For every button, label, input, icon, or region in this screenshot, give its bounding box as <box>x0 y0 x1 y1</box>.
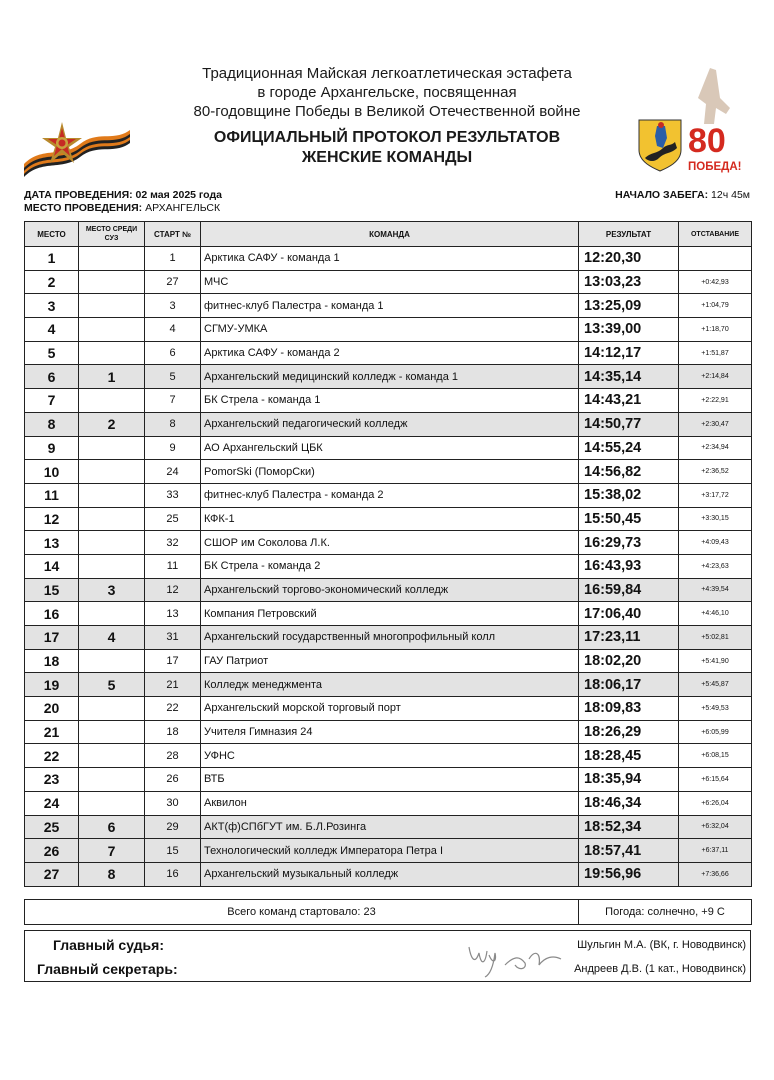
result-row <box>25 554 752 578</box>
row-start-number: 1 <box>145 247 201 271</box>
logo-pobeda-text: ПОБЕДА! <box>688 161 742 173</box>
result-row <box>25 412 752 436</box>
row-result: 14:56,82 <box>579 460 679 484</box>
row-result: 18:57,41 <box>579 839 679 863</box>
place-label: МЕСТО ПРОВЕДЕНИЯ: <box>24 202 143 214</box>
row-place: 23 <box>25 768 79 792</box>
result-row <box>25 507 752 531</box>
row-team: Архангельский торгово-экономический колледж <box>201 578 579 602</box>
row-start-number: 12 <box>145 578 201 602</box>
row-suz-place <box>79 483 145 507</box>
logo-80-number: 80 <box>688 122 726 160</box>
race-start-time <box>615 189 750 202</box>
chief-secretary-name: Андреев Д.В. (1 кат., Новодвинск) <box>574 963 746 975</box>
row-suz-place <box>79 602 145 626</box>
row-suz-place: 4 <box>79 626 145 650</box>
row-suz-place <box>79 507 145 531</box>
row-start-number: 27 <box>145 270 201 294</box>
result-row <box>25 626 752 650</box>
result-row <box>25 744 752 768</box>
result-row <box>25 649 752 673</box>
row-gap: +6:05,99 <box>679 720 752 744</box>
result-row <box>25 318 752 342</box>
row-suz-place: 3 <box>79 578 145 602</box>
row-suz-place <box>79 436 145 460</box>
row-place: 7 <box>25 389 79 413</box>
row-team: БК Стрела - команда 1 <box>201 389 579 413</box>
row-place: 14 <box>25 554 79 578</box>
results-header-row <box>25 222 752 247</box>
event-title-block <box>150 64 624 168</box>
row-suz-place <box>79 768 145 792</box>
row-gap: +5:41,90 <box>679 649 752 673</box>
row-start-number: 25 <box>145 507 201 531</box>
col-suz-place <box>79 222 145 247</box>
row-start-number: 26 <box>145 768 201 792</box>
victory-80-logo <box>686 68 748 176</box>
event-meta <box>24 189 750 215</box>
row-suz-place: 7 <box>79 839 145 863</box>
event-title-line-3: 80-годовщине Победы в Великой Отечественной войне <box>193 103 581 120</box>
row-gap: +7:36,66 <box>679 862 752 886</box>
row-place: 13 <box>25 531 79 555</box>
row-place: 3 <box>25 294 79 318</box>
row-result: 18:28,45 <box>579 744 679 768</box>
row-place: 2 <box>25 270 79 294</box>
row-start-number: 7 <box>145 389 201 413</box>
date-value: 02 мая 2025 года <box>135 189 222 201</box>
row-place: 27 <box>25 862 79 886</box>
row-team: Учителя Гимназия 24 <box>201 720 579 744</box>
start-time-label: НАЧАЛО ЗАБЕГА: <box>615 189 709 201</box>
row-start-number: 11 <box>145 554 201 578</box>
row-result: 14:50,77 <box>579 412 679 436</box>
row-gap: +4:09,43 <box>679 531 752 555</box>
date-label: ДАТА ПРОВЕДЕНИЯ: <box>24 189 133 201</box>
row-gap: +2:34,94 <box>679 436 752 460</box>
row-suz-place <box>79 318 145 342</box>
row-team: Аквилон <box>201 791 579 815</box>
row-place: 12 <box>25 507 79 531</box>
row-suz-place <box>79 649 145 673</box>
row-team: Архангельский педагогический колледж <box>201 412 579 436</box>
row-suz-place: 5 <box>79 673 145 697</box>
chief-judge-label: Главный судья: <box>53 937 164 953</box>
row-gap: +6:26,04 <box>679 791 752 815</box>
row-suz-place: 6 <box>79 815 145 839</box>
result-row <box>25 365 752 389</box>
judge-signature <box>465 935 585 979</box>
row-gap: +3:30,15 <box>679 507 752 531</box>
result-row <box>25 673 752 697</box>
row-start-number: 28 <box>145 744 201 768</box>
row-team: КФК-1 <box>201 507 579 531</box>
row-place: 22 <box>25 744 79 768</box>
row-result: 14:12,17 <box>579 341 679 365</box>
row-place: 1 <box>25 247 79 271</box>
row-place: 25 <box>25 815 79 839</box>
row-gap: +6:15,64 <box>679 768 752 792</box>
place-value: АРХАНГЕЛЬСК <box>145 202 221 214</box>
row-team: СШОР им Соколова Л.К. <box>201 531 579 555</box>
result-row <box>25 436 752 460</box>
row-result: 14:55,24 <box>579 436 679 460</box>
row-suz-place: 8 <box>79 862 145 886</box>
row-result: 18:02,20 <box>579 649 679 673</box>
row-team: МЧС <box>201 270 579 294</box>
row-result: 13:25,09 <box>579 294 679 318</box>
row-start-number: 5 <box>145 365 201 389</box>
row-suz-place <box>79 744 145 768</box>
result-row <box>25 247 752 271</box>
row-start-number: 3 <box>145 294 201 318</box>
row-result: 18:06,17 <box>579 673 679 697</box>
row-result: 13:03,23 <box>579 270 679 294</box>
result-row <box>25 839 752 863</box>
row-suz-place: 1 <box>79 365 145 389</box>
result-row <box>25 294 752 318</box>
row-team: ГАУ Патриот <box>201 649 579 673</box>
row-gap: +5:45,87 <box>679 673 752 697</box>
row-team: Архангельский музыкальный колледж <box>201 862 579 886</box>
row-gap: +3:17,72 <box>679 483 752 507</box>
result-row <box>25 389 752 413</box>
row-team: PomorSki (ПоморСки) <box>201 460 579 484</box>
chief-secretary-label: Главный секретарь: <box>37 961 178 977</box>
victory-order-ribbon-logo <box>22 116 132 186</box>
start-time-value: 12ч 45м <box>711 189 750 201</box>
row-place: 17 <box>25 626 79 650</box>
row-gap: +2:22,91 <box>679 389 752 413</box>
row-start-number: 18 <box>145 720 201 744</box>
row-gap: +2:14,84 <box>679 365 752 389</box>
row-team: Архангельский морской торговый порт <box>201 697 579 721</box>
row-result: 19:56,96 <box>579 862 679 886</box>
row-gap: +5:49,53 <box>679 697 752 721</box>
row-gap: +6:32,04 <box>679 815 752 839</box>
protocol-title: ОФИЦИАЛЬНЫЙ ПРОТОКОЛ РЕЗУЛЬТАТОВ <box>213 129 561 146</box>
row-result: 18:26,29 <box>579 720 679 744</box>
result-row <box>25 460 752 484</box>
results-body <box>25 247 752 887</box>
row-start-number: 13 <box>145 602 201 626</box>
result-row <box>25 815 752 839</box>
row-place: 16 <box>25 602 79 626</box>
row-team: Технологический колледж Императора Петра I <box>201 839 579 863</box>
row-gap: +5:02,81 <box>679 626 752 650</box>
row-gap: +4:46,10 <box>679 602 752 626</box>
row-result: 12:20,30 <box>579 247 679 271</box>
row-place: 8 <box>25 412 79 436</box>
row-team: Арктика САФУ - команда 2 <box>201 341 579 365</box>
col-suz-line-1: МЕСТО СРЕДИ <box>85 226 138 233</box>
teams-started: Всего команд стартовало: 23 <box>25 900 579 925</box>
row-suz-place <box>79 791 145 815</box>
row-place: 21 <box>25 720 79 744</box>
row-suz-place <box>79 697 145 721</box>
row-start-number: 6 <box>145 341 201 365</box>
col-gap: ОТСТАВАНИЕ <box>679 222 752 247</box>
row-result: 18:35,94 <box>579 768 679 792</box>
protocol-header <box>0 0 774 190</box>
row-suz-place <box>79 270 145 294</box>
row-place: 4 <box>25 318 79 342</box>
row-gap: +1:04,79 <box>679 294 752 318</box>
row-gap: +4:39,54 <box>679 578 752 602</box>
row-place: 10 <box>25 460 79 484</box>
row-suz-place <box>79 460 145 484</box>
row-start-number: 9 <box>145 436 201 460</box>
row-result: 14:43,21 <box>579 389 679 413</box>
row-place: 11 <box>25 483 79 507</box>
row-gap: +6:08,15 <box>679 744 752 768</box>
row-start-number: 15 <box>145 839 201 863</box>
row-team: Архангельский медицинский колледж - команда 1 <box>201 365 579 389</box>
results-table <box>24 221 752 887</box>
row-place: 9 <box>25 436 79 460</box>
event-title-line-1: Традиционная Майская легкоатлетическая эстафета <box>202 65 572 82</box>
row-place: 20 <box>25 697 79 721</box>
row-start-number: 8 <box>145 412 201 436</box>
row-start-number: 22 <box>145 697 201 721</box>
row-place: 6 <box>25 365 79 389</box>
row-suz-place <box>79 554 145 578</box>
result-row <box>25 697 752 721</box>
col-place: МЕСТО <box>25 222 79 247</box>
row-gap <box>679 247 752 271</box>
row-place: 18 <box>25 649 79 673</box>
col-start-number: СТАРТ № <box>145 222 201 247</box>
row-start-number: 32 <box>145 531 201 555</box>
row-team: Архангельский государственный многопрофильный колл <box>201 626 579 650</box>
row-suz-place <box>79 247 145 271</box>
row-suz-place <box>79 531 145 555</box>
row-start-number: 4 <box>145 318 201 342</box>
row-place: 15 <box>25 578 79 602</box>
row-gap: +1:18,70 <box>679 318 752 342</box>
row-result: 17:23,11 <box>579 626 679 650</box>
summary-table <box>24 899 752 925</box>
result-row <box>25 483 752 507</box>
col-suz-line-2: СУЗ <box>104 235 119 242</box>
row-team: фитнес-клуб Палестра - команда 2 <box>201 483 579 507</box>
row-start-number: 21 <box>145 673 201 697</box>
summary-row <box>25 900 752 925</box>
row-gap: +1:51,87 <box>679 341 752 365</box>
result-row <box>25 341 752 365</box>
result-row <box>25 602 752 626</box>
result-row <box>25 720 752 744</box>
row-team: УФНС <box>201 744 579 768</box>
arkhangelsk-coat-of-arms-icon <box>637 118 683 172</box>
row-start-number: 33 <box>145 483 201 507</box>
row-result: 15:50,45 <box>579 507 679 531</box>
event-title-line-2: в городе Архангельске, посвященная <box>257 84 517 101</box>
row-team: АО Архангельский ЦБК <box>201 436 579 460</box>
officials-block <box>24 930 751 982</box>
row-team: СГМУ-УМКА <box>201 318 579 342</box>
row-team: АКТ(ф)СПбГУТ им. Б.Л.Розинга <box>201 815 579 839</box>
row-result: 13:39,00 <box>579 318 679 342</box>
row-place: 19 <box>25 673 79 697</box>
row-suz-place <box>79 294 145 318</box>
result-row <box>25 768 752 792</box>
row-start-number: 16 <box>145 862 201 886</box>
row-result: 18:46,34 <box>579 791 679 815</box>
row-team: Компания Петровский <box>201 602 579 626</box>
weather: Погода: солнечно, +9 С <box>579 900 752 925</box>
row-start-number: 29 <box>145 815 201 839</box>
row-gap: +2:36,52 <box>679 460 752 484</box>
row-start-number: 31 <box>145 626 201 650</box>
row-suz-place: 2 <box>79 412 145 436</box>
row-team: Арктика САФУ - команда 1 <box>201 247 579 271</box>
row-suz-place <box>79 720 145 744</box>
row-result: 17:06,40 <box>579 602 679 626</box>
row-result: 16:29,73 <box>579 531 679 555</box>
protocol-subtitle: ЖЕНСКИЕ КОМАНДЫ <box>301 149 473 166</box>
row-result: 18:52,34 <box>579 815 679 839</box>
event-place <box>24 202 750 215</box>
row-start-number: 30 <box>145 791 201 815</box>
col-result: РЕЗУЛЬТАТ <box>579 222 679 247</box>
row-gap: +0:42,93 <box>679 270 752 294</box>
row-result: 15:38,02 <box>579 483 679 507</box>
row-gap: +6:37,11 <box>679 839 752 863</box>
row-team: ВТБ <box>201 768 579 792</box>
result-row <box>25 578 752 602</box>
result-row <box>25 791 752 815</box>
row-gap: +2:30,47 <box>679 412 752 436</box>
chief-judge-name: Шульгин М.А. (ВК, г. Новодвинск) <box>577 939 746 951</box>
row-result: 14:35,14 <box>579 365 679 389</box>
row-place: 5 <box>25 341 79 365</box>
row-result: 16:59,84 <box>579 578 679 602</box>
result-row <box>25 862 752 886</box>
row-start-number: 24 <box>145 460 201 484</box>
row-gap: +4:23,63 <box>679 554 752 578</box>
col-team: КОМАНДА <box>201 222 579 247</box>
row-place: 26 <box>25 839 79 863</box>
row-result: 16:43,93 <box>579 554 679 578</box>
result-row <box>25 270 752 294</box>
row-suz-place <box>79 389 145 413</box>
row-result: 18:09,83 <box>579 697 679 721</box>
row-suz-place <box>79 341 145 365</box>
row-team: БК Стрела - команда 2 <box>201 554 579 578</box>
row-place: 24 <box>25 791 79 815</box>
row-start-number: 17 <box>145 649 201 673</box>
result-row <box>25 531 752 555</box>
row-team: фитнес-клуб Палестра - команда 1 <box>201 294 579 318</box>
row-team: Колледж менеджмента <box>201 673 579 697</box>
